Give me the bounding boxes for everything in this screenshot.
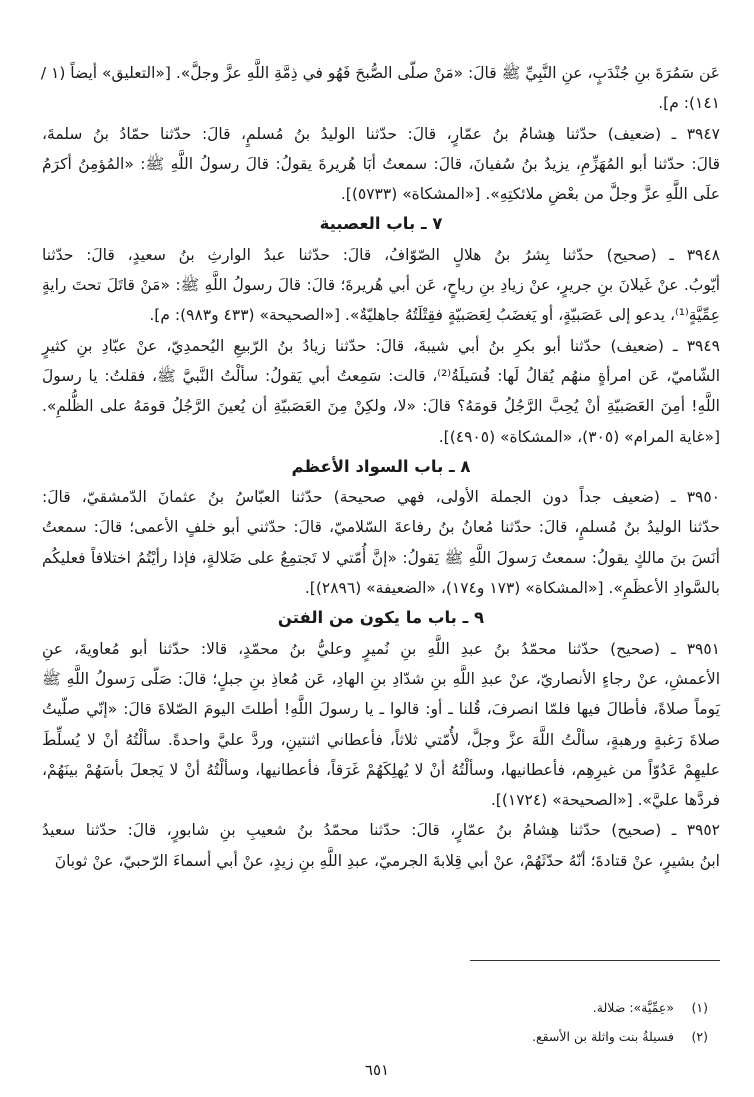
text-line: ٣٩٤٨ ـ (صحيح) حدّثنا بِشرُ بنُ هلالٍ الصّوّافُ، قالَ: حدّثنا عبدُ الوارثِ بنُ سعيدٍ، قالَ: حدّثنا	[42, 245, 720, 264]
chapter-heading: ٩ ـ باب ما يكون من الفتن	[277, 608, 485, 628]
text-line: بالسَّوادِ الأعظَمِ». [«المشكاة» (١٧٣ و١٧٤)، «الضعيفة» (٢٨٩٦)].	[304, 579, 720, 598]
text-line: الأعمشِ، عنْ رجاءٍ الأنصاريّ، عنْ عبدِ اللَّهِ بنِ شدّادِ بنِ الهادِ، عَن مُعاذِ بنِ جبلٍ؛ قالَ: صَلّى رَسولُ اللَّهِ ﷺ	[42, 669, 720, 688]
text-line: قالَ: حدّثنا أبو المُهَزِّمِ، يزيدُ بنُ سُفيانَ، قالَ: سمعتُ أبَا هُريرةَ يقولُ: قالَ رسولُ اللَّهِ ﷺ: «المُؤمِنُ أكرَمُ	[42, 154, 720, 173]
text-line: عِمِّيَّةٍ⁽¹⁾، يدعو إلى عَصَبيّةٍ، أو يَغضَبُ لِعَصَبيّةٍ فقِتْلَتُهُ جاهليّةٌ». [«الصحيحة» (٤٣٣ و٩٨٣): م].	[149, 306, 720, 325]
hadith-paragraph	[42, 331, 720, 452]
text-line: ٣٩٥٠ ـ (ضعيف جداً دون الجملة الأولى، فهي صحيحة) حدّثنا العبّاسُ بنُ عثمانَ الدّمشقيّ، قالَ:	[42, 488, 720, 507]
hadith-paragraph	[42, 58, 720, 119]
hadith-paragraph	[42, 119, 720, 210]
footnotes	[532, 993, 708, 1051]
text-line: الشّاميّ، عَن امرأةٍ منهُم يُقالُ لَها: فُسَيلَةُ⁽²⁾، قالت: سَمِعتُ أبي يَقولُ: سألْتُ النَّبيَّ ﷺ، فقلتُ: يا رسولَ	[42, 366, 720, 385]
chapter-heading: ٧ ـ باب العصبية	[319, 214, 443, 234]
text-line: عَن سَمُرَةَ بنِ جُنْدَبٍ، عنِ النَّبِيِّ ﷺ قالَ: «مَنْ صلّى الصُّبحَ فَهُو في ذِمَّةِ اللَّهِ عزَّ وجلَّ». [«التعليق» أيضاً (١ /	[40, 64, 720, 82]
page-number: ٦٥١	[364, 1061, 390, 1079]
text-line: يَوماً صلاةً، فأطالَ فيها فلمّا انصرفَ، قُلنا ـ أو: قالوا ـ يا رسولَ اللَّهِ! أطلتَ اليومَ الصّلاةَ قالَ: «إنّي صلّيتُ	[42, 700, 720, 719]
text-line: أنَسَ بنَ مالكٍ يقولُ: سمعتُ رَسولَ اللَّهِ ﷺ يَقولُ: «إنَّ أُمّتي لا تَجتمِعُ على ضَلالةٍ، فإذا رأيْتُمُ اختلافاً فعليكُم	[42, 548, 720, 567]
text-line: فردَّها عليَّ». [«الصحيحة» (١٧٢٤)].	[490, 791, 720, 810]
footnote-number: (٢)	[691, 1029, 708, 1044]
text-line: ٣٩٤٩ ـ (ضعيف) حدّثنا أبو بكرِ بنُ أبي شيبةَ، قالَ: حدّثنا زيادُ بنُ الرّبيعِ اليُحمدِيّ، عنْ عبّادِ بنِ كثيرٍ	[42, 336, 720, 355]
footnote-number: (١)	[691, 1000, 708, 1015]
footnote-divider	[470, 960, 720, 961]
text-line: ابنُ بشيرٍ، عنْ قتادةَ؛ أنّهُ حدّثَهُمْ، عنْ أبي قِلابةَ الجرميّ، عبدِ اللَّهِ بنِ زيدٍ، عنْ أبي أسماءَ الرّحبيّ، عنْ ثوبانَ	[54, 851, 720, 870]
text-line: أيّوبُ. عنْ غَيلانَ بنِ جريرٍ، عنْ زيادِ بنِ رياحٍ، عَن أبي هُريرةَ؛ قالَ: قالَ رسولُ اللَّهِ ﷺ: «مَنْ قاتَلَ تحتَ رايةٍ	[42, 276, 720, 295]
hadith-paragraph	[42, 482, 720, 603]
text-line: ٣٩٥٢ ـ (صحيح) حدّثنا هِشامُ بنُ عمّارٍ، قالَ: حدّثنا محمّدُ بنُ شعيبِ بنِ شابورٍ، قالَ: حدّثنا سعيدُ	[42, 821, 720, 840]
hadith-paragraph	[42, 240, 720, 331]
footnote-item	[532, 1022, 708, 1051]
hadith-paragraph	[42, 815, 720, 876]
text-line: اللَّهِ! أمِنَ العَصَبيّةِ أنْ يُحِبَّ الرَّجُلُ قومَهُ؟ قالَ: «لا، ولكِنْ مِنَ العَصَبيّةِ أن يُعينَ الرَّجُلُ قومَهُ على الظُّلمِ».	[42, 397, 720, 416]
footnote-text: «عِمِّيَّة»: ضلالة.	[592, 1000, 674, 1015]
text-line: علَى اللَّهِ عزَّ وجلَّ من بعْضِ ملائكتِهِ». [«المشكاة» (٥٧٣٣)].	[340, 185, 720, 204]
text-line: ٣٩٤٧ ـ (ضعيف) حدّثنا هِشامُ بنُ عمّارٍ، قالَ: حدّثنا الوليدُ بنُ مُسلمٍ، قالَ: حدّثنا حمّادُ بنُ سلمةَ،	[42, 124, 720, 143]
hadith-paragraph	[42, 634, 720, 816]
text-line: [«غاية المرام» (٣٠٥)، «المشكاة» (٤٩٠٥)].	[438, 427, 720, 446]
text-line: صلاةَ رَغبةٍ ورهبةٍ، سألْتُ اللَّهَ عزَّ وجلَّ، لأُمّتي ثلاثاً، فأعطاني اثنتينِ، وردَّ عليَّ واحدةً. سألْتُهُ أنْ لا يُسلِّطَ	[42, 730, 720, 749]
chapter-heading: ٨ ـ باب السواد الأعظم	[291, 456, 471, 476]
main-text	[42, 58, 720, 876]
text-line: ١٤١): م].	[658, 94, 720, 113]
footnote-text: فسيلةُ بنت واثلة بن الأسقع.	[531, 1029, 674, 1044]
text-line: ٣٩٥١ ـ (صحيح) حدّثنا محمّدُ بنُ عبدِ اللَّهِ بنِ نُميرٍ وعليُّ بنُ محمّدٍ، قالا: حدّثنا أبو مُعاويةَ، عنِ	[42, 639, 720, 658]
footnote-item	[532, 993, 708, 1022]
text-line: حدّثنا الوليدُ بنُ مُسلمٍ، قالَ: حدّثنا مُعانُ بنُ رفاعةَ السّلاميّ، قالَ: حدّثني أبو خلفٍ الأعمى؛ قالَ: سمعتُ	[42, 518, 720, 537]
text-line: عليهِمْ عَدُوّاً من غيرِهِم، فأعطانيها، وسألْتُهُ أنْ لا يُهلِكَهُمْ غَرَقاً، فأعطانيها، وسألْتُهُ أنْ لا يَجعلَ بأسَهُمْ بينَهُمْ،	[42, 760, 720, 779]
